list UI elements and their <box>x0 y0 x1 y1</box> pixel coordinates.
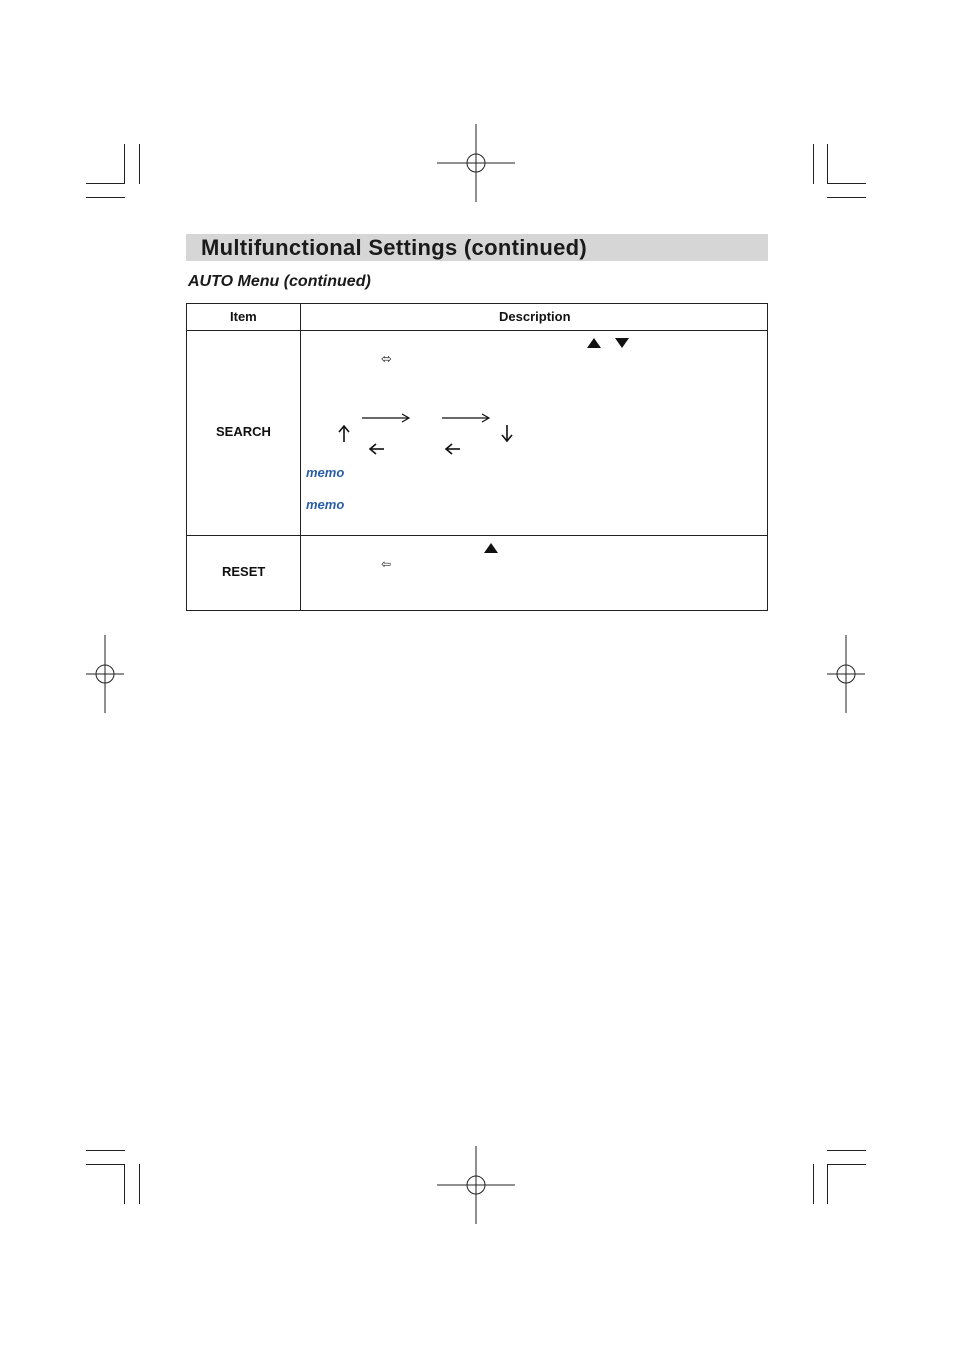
crop-mark <box>86 1164 125 1165</box>
left-right-arrow-icon: ⬄ <box>381 352 392 367</box>
crop-mark <box>813 1164 814 1204</box>
memo-label: memo <box>306 497 345 512</box>
crop-mark <box>827 1164 828 1204</box>
crop-mark <box>124 1164 125 1204</box>
crop-mark <box>86 183 125 184</box>
crop-mark <box>139 1164 140 1204</box>
search-cycle-diagram <box>330 405 530 461</box>
triangle-up-icon <box>484 543 498 553</box>
registration-mark-left <box>66 635 144 713</box>
crop-mark <box>827 144 828 184</box>
crop-mark <box>827 1164 866 1165</box>
triangle-down-icon <box>615 338 629 348</box>
crop-mark <box>139 144 140 184</box>
table-row-item-search: SEARCH <box>216 424 271 439</box>
crop-mark <box>813 144 814 184</box>
crop-mark <box>827 197 866 198</box>
registration-mark-right <box>807 635 885 713</box>
triangle-up-icon <box>587 338 601 348</box>
column-header-description: Description <box>499 309 571 324</box>
memo-label: memo <box>306 465 345 480</box>
table-row-item-reset: RESET <box>222 564 266 579</box>
left-arrow-icon: ⇦ <box>381 557 392 571</box>
crop-mark <box>86 197 125 198</box>
crop-mark <box>124 144 125 184</box>
crop-mark <box>827 183 866 184</box>
crop-mark <box>827 1150 866 1151</box>
crop-mark <box>86 1150 125 1151</box>
registration-mark-bottom <box>437 1146 515 1224</box>
registration-mark-top <box>437 124 515 202</box>
page-title: Multifunctional Settings (continued) <box>201 235 587 260</box>
menu-subtitle: AUTO Menu (continued) <box>188 273 371 290</box>
section-title-band <box>186 234 768 261</box>
column-header-item: Item <box>230 309 257 324</box>
